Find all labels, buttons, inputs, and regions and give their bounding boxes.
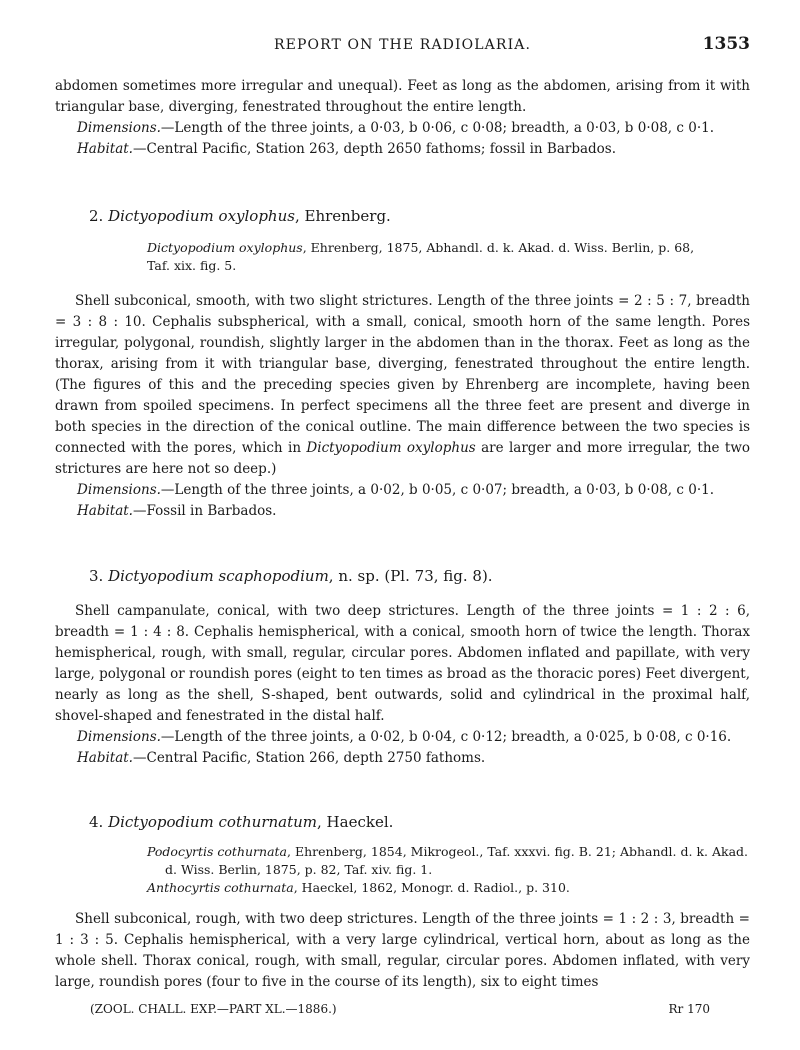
species-2-heading: 2. Dictyopodium oxylophus, Ehrenberg.	[89, 207, 391, 225]
running-header	[55, 36, 750, 58]
species-3-dimensions: Dimensions.—Length of the three joints, a 0·02, b 0·04, c 0·12; breadth, a 0·025, b 0·08, c 0·16.	[77, 729, 732, 745]
intro-paragraph: abdomen sometimes more irregular and unequal). Feet as long as the abdomen, arising from it with triangular base, diverging, fenestrated throughout the entire length.	[55, 78, 750, 115]
page-number: 1353	[702, 34, 750, 54]
species-4-description: Shell subconical, rough, with two deep strictures. Length of the three joints = 1 : 2 : 3, breadth = 1 : 3 : 5. Cephalis hemispherical, with a very large cylindrical, vertical horn, about as long as the whole shell. Thorax conical, rough, with small, regular, circular pores. Abdomen inflated, with very large, roundish pores (four to five in the course of its length), six to eight times	[55, 911, 750, 990]
footer-sheet-mark: Rr 170	[668, 1002, 710, 1016]
intro-habitat: Habitat.—Central Pacific, Station 263, depth 2650 fathoms; fossil in Barbados.	[77, 141, 617, 157]
species-2-synonymy: Dictyopodium oxylophus, Ehrenberg, 1875, Abhandl. d. k. Akad. d. Wiss. Berlin, p. 68, Taf. xix. fig. 5.	[147, 240, 695, 273]
species-4-synonymy-1: Podocyrtis cothurnata, Ehrenberg, 1854, Mikrogeol., Taf. xxxvi. fig. B. 21; Abhandl. d. k. Akad. d. Wiss. Berlin, 1875, p. 82, Taf. xiv. fig. 1.	[147, 844, 748, 877]
species-3-description: Shell campanulate, conical, with two deep strictures. Length of the three joints = 1 : 2 : 6, breadth = 1 : 4 : 8. Cephalis hemispherical, with a conical, smooth horn of twice the length. Thorax hemispherical, rough, with small, regular, circular pores. Abdomen inflated and papillate, with very large, polygonal or roundish pores (eight to ten times as broad as the thoracic pores) Feet divergent, nearly as long as the shell, S-shaped, bent outwards, solid and cylindrical in the proximal half, shovel-shaped and fenestrated in the distal half.	[55, 603, 750, 724]
species-4-synonymy-2: Anthocyrtis cothurnata, Haeckel, 1862, Monogr. d. Radiol., p. 310.	[147, 880, 570, 895]
species-2-section	[55, 206, 750, 522]
species-3-habitat: Habitat.—Central Pacific, Station 266, depth 2750 fathoms.	[77, 750, 486, 766]
intro-section	[55, 76, 750, 160]
species-3-heading: 3. Dictyopodium scaphopodium, n. sp. (Pl. 73, fig. 8).	[89, 567, 493, 585]
species-2-dimensions: Dimensions.—Length of the three joints, a 0·02, b 0·05, c 0·07; breadth, a 0·03, b 0·08, c 0·1.	[77, 482, 714, 498]
running-title: REPORT ON THE RADIOLARIA.	[273, 37, 532, 53]
species-4-section	[55, 812, 750, 993]
intro-dimensions: Dimensions.—Length of the three joints, a 0·03, b 0·06, c 0·08; breadth, a 0·03, b 0·08, c 0·1.	[77, 120, 714, 136]
species-3-section	[55, 566, 750, 769]
species-2-habitat: Habitat.—Fossil in Barbados.	[77, 503, 277, 519]
species-2-description: Shell subconical, smooth, with two slight strictures. Length of the three joints = 2 : 5 : 7, breadth = 3 : 8 : 10. Cephalis subspherical, with a small, conical, smooth horn of the same length. Pores irregular, polygonal, roundish, slightly larger in the abdomen than in the thorax. Feet as long as the thorax, arising from it with triangular base, diverging, fenestrated throughout the entire length. (The figures of this and the preceding species given by Ehrenberg are incomplete, having been drawn from spoiled specimens. In perfect specimens all the three feet are present and diverge in both species in the direction of the conical outline. The main difference between the two species is connected with the pores, which in Dictyopodium oxylophus are larger and more irregular, the two strictures are here not so deep.)	[55, 293, 750, 477]
species-4-heading: 4. Dictyopodium cothurnatum, Haeckel.	[89, 813, 394, 831]
footer-signature: (ZOOL. CHALL. EXP.—PART XL.—1886.)	[90, 1002, 337, 1016]
